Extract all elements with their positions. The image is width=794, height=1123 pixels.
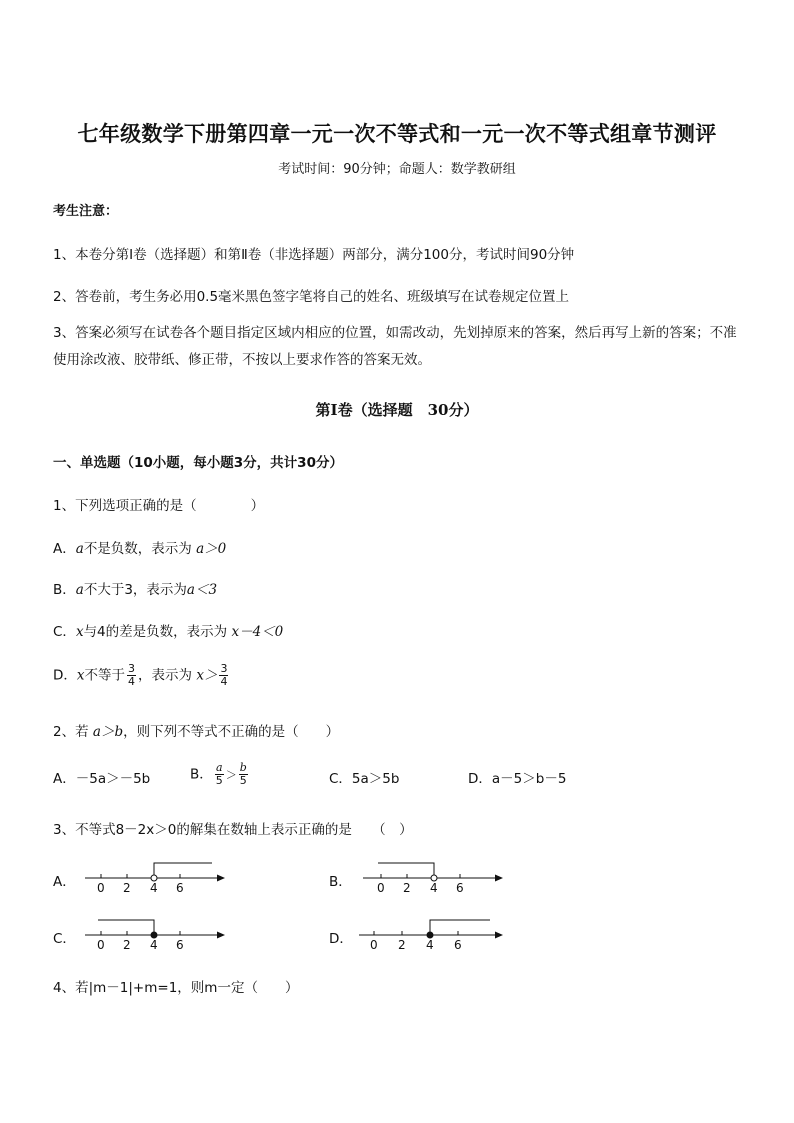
option-text: 与4的差是负数，表示为 [83, 624, 228, 640]
tick-label: 6 [176, 938, 184, 952]
tick-label: 4 [426, 938, 434, 952]
number-line-c [80, 915, 230, 955]
exam-info: 考试时间：90分钟；命题人：数学教研组 [278, 162, 516, 177]
expression: a＞0 [196, 541, 227, 557]
tick-label: 6 [176, 881, 184, 895]
q1-option-d [53, 663, 230, 688]
variable: a [75, 582, 84, 598]
variable: a [75, 541, 84, 557]
q2-option-b [190, 762, 250, 787]
option-label: B． [190, 766, 213, 783]
option-label: A． [53, 541, 76, 557]
q1-option-b [53, 578, 217, 598]
q3-label-a: A． [53, 874, 76, 890]
option-text: 不等于 [84, 667, 126, 684]
fraction: $\frac{b}{5}$ [239, 761, 247, 787]
number-line-b [358, 858, 508, 898]
q3-label-c: C． [53, 931, 76, 947]
q3-stem: 3、不等式8－2x＞0的解集在数轴上表示正确的是 （ ） [53, 822, 413, 838]
number-line-d [354, 915, 509, 955]
q1-stem: 1、下列选项正确的是（ ） [53, 498, 265, 514]
section-title: 第Ⅰ卷（选择题 30分） [315, 401, 479, 419]
q3-label-d: D． [329, 931, 353, 947]
q4-stem: 4、若|m－1|+m=1，则m一定（ ） [53, 980, 299, 996]
tick-label: 4 [430, 881, 438, 895]
stem-text: ，则下列不等式不正确的是（ ） [123, 724, 340, 740]
tick-label: 6 [454, 938, 462, 952]
q2-option-c: C．5a＞5b [329, 771, 400, 787]
option-text: 不是负数，表示为 [83, 541, 192, 557]
notes-heading: 考生注意： [53, 204, 119, 219]
tick-label: 0 [97, 938, 105, 952]
tick-label: 0 [377, 881, 385, 895]
q2-option-d: D．a－5＞b－5 [468, 771, 567, 787]
q1-option-a [53, 537, 226, 557]
stem-text: 2、若 [53, 724, 89, 740]
variable: x [76, 667, 85, 684]
option-text: ，表示为 [138, 667, 193, 684]
option-text: 不大于3，表示为 [83, 582, 187, 598]
tick-label: 6 [456, 881, 464, 895]
tick-label: 4 [150, 938, 158, 952]
option-label: D． [53, 667, 77, 684]
number-line-a [80, 858, 230, 898]
option-label: C． [53, 624, 76, 640]
part-title: 一、单选题（10小题，每小题3分，共计30分） [53, 455, 343, 471]
variable: x [75, 624, 84, 640]
expression: x＞ [196, 667, 218, 684]
q2-option-a: A．－5a＞－5b [53, 771, 151, 787]
tick-label: 2 [123, 881, 131, 895]
option-label: B． [53, 582, 76, 598]
page-title: 七年级数学下册第四章一元一次不等式和一元一次不等式组章节测评 [77, 121, 717, 146]
q2-stem [53, 720, 339, 740]
expression: x－4＜0 [231, 624, 284, 640]
tick-label: 2 [403, 881, 411, 895]
q1-option-c [53, 620, 283, 640]
tick-label: 2 [123, 938, 131, 952]
q3-label-b: B． [329, 874, 352, 890]
gt-sign: ＞ [225, 768, 237, 782]
tick-label: 2 [398, 938, 406, 952]
tick-label: 4 [150, 881, 158, 895]
note-item-3: 3、答案必须写在试卷各个题目指定区域内相应的位置，如需改动，先划掉原来的答案，然后再写上新的答案；不准使用涂改液、胶带纸、修正带，不按以上要求作答的答案无效。 [53, 325, 737, 368]
expression: a＞b [92, 724, 124, 740]
expression: a＜3 [186, 582, 218, 598]
tick-label: 0 [370, 938, 378, 952]
note-item-2: 2、答卷前，考生务必用0.5毫米黑色签字笔将自己的姓名、班级填写在试卷规定位置上 [53, 289, 570, 305]
tick-label: 0 [97, 881, 105, 895]
fraction: $\frac{3}{4}$ [128, 662, 136, 688]
fraction: $\frac{3}{4}$ [220, 662, 228, 688]
fraction: $\frac{a}{5}$ [215, 761, 223, 787]
note-item-1: 1、本卷分第Ⅰ卷（选择题）和第Ⅱ卷（非选择题）两部分，满分100分，考试时间90分钟 [53, 247, 575, 263]
